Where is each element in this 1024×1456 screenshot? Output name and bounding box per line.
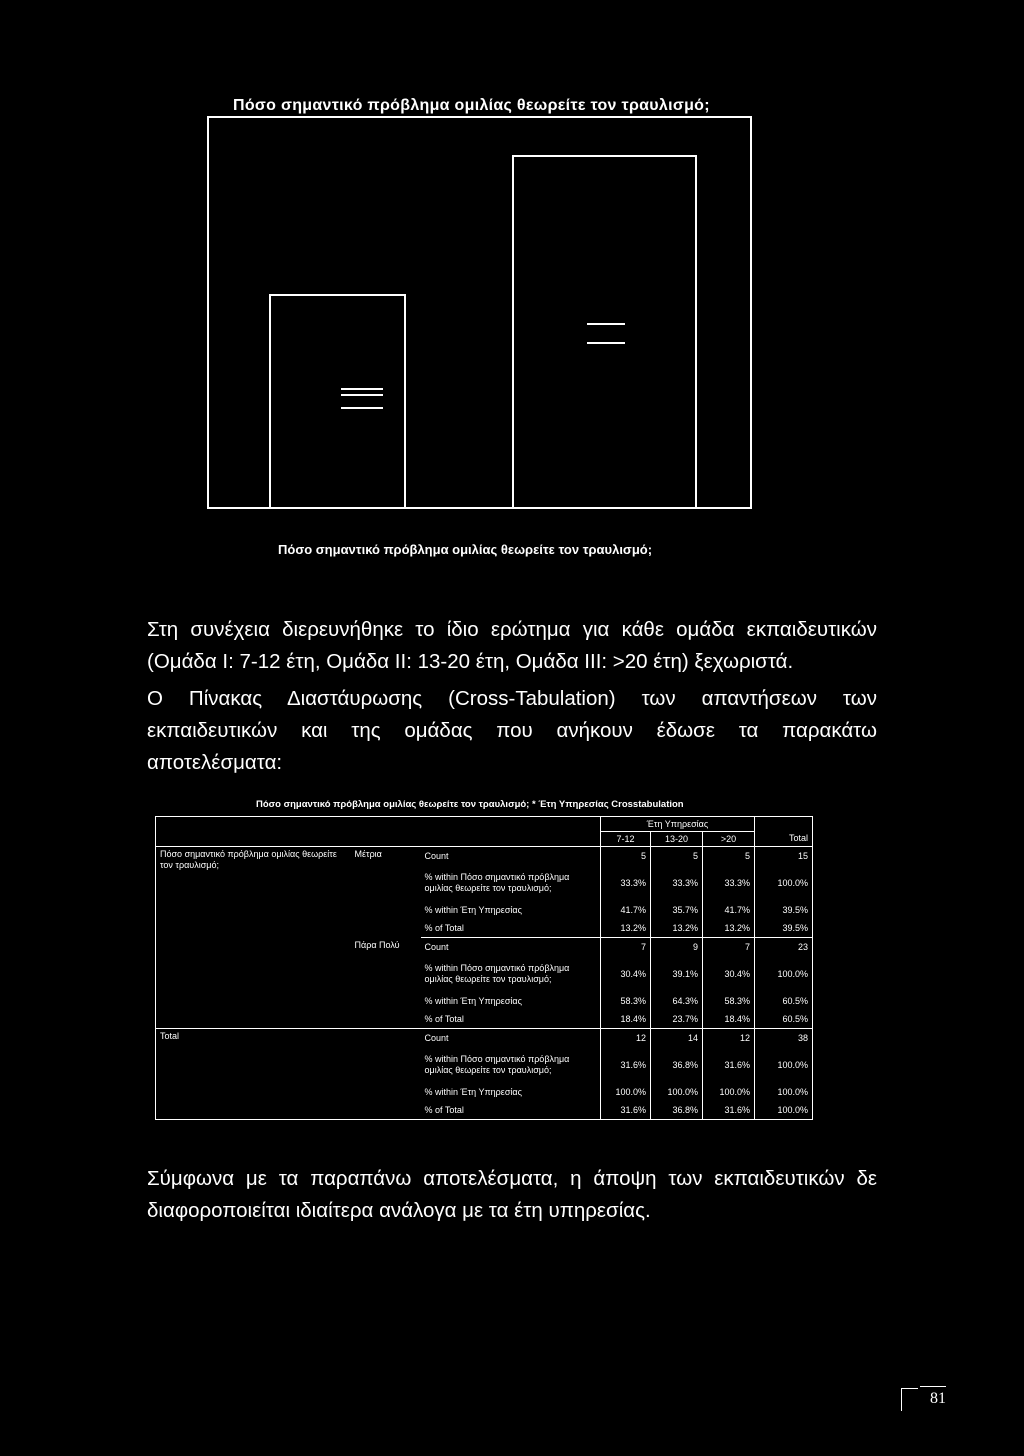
row-variable-label: Πόσο σημαντικό πρόβλημα ομιλίας θεωρείτε τον τραυλισμό; (156, 847, 351, 1029)
paragraph-line: Ο Πίνακας Διαστάυρωσης (Cross-Tabulation) των απαντήσεων των (147, 687, 877, 710)
cell-value: 100.0% (703, 1083, 755, 1101)
cell-value: 33.3% (703, 865, 755, 901)
cell-value: 30.4% (703, 956, 755, 992)
bar-very-much (512, 155, 697, 508)
cell-value: 31.6% (703, 1101, 755, 1120)
cell-value: 23.7% (651, 1010, 703, 1029)
cell-value: 38 (755, 1029, 813, 1048)
cell-value: 13.2% (651, 919, 703, 938)
stat-label: % within Έτη Υπηρεσίας (424, 904, 522, 915)
cell-value: 7 (703, 938, 755, 957)
stat-label: % within Πόσο σημαντικό πρόβλημα ομιλίας θεωρείτε τον τραυλισμό; (424, 963, 570, 984)
stat-label: Count (421, 1029, 601, 1048)
cell-value: 5 (601, 847, 651, 866)
category-label: Πάρα Πολύ (354, 939, 400, 950)
cell-value: 35.7% (651, 901, 703, 919)
cell-value: 39.1% (651, 956, 703, 992)
category-label: Μέτρια (354, 849, 382, 859)
cell-value: 5 (651, 847, 703, 866)
cell-value: 100.0% (755, 865, 813, 901)
cell-value: 31.6% (703, 1047, 755, 1083)
cell-value: 23 (755, 938, 813, 957)
column-header-total: Total (755, 832, 813, 847)
group-header: Έτη Υπηρεσίας (601, 817, 755, 832)
page-number-bracket (901, 1388, 918, 1411)
paragraph-line: εκπαιδευτικών και της ομάδας που ανήκουν έδωσε τα παρακάτω (147, 719, 877, 742)
cell-value: 100.0% (601, 1083, 651, 1101)
cell-value: 100.0% (651, 1083, 703, 1101)
stat-label: % within Πόσο σημαντικό πρόβλημα ομιλίας θεωρείτε τον τραυλισμό; (424, 872, 570, 893)
cell-value: 15 (755, 847, 813, 866)
cell-value: 58.3% (601, 992, 651, 1010)
cell-value: 30.4% (601, 956, 651, 992)
cell-value: 100.0% (755, 956, 813, 992)
cell-value: 14 (651, 1029, 703, 1048)
column-header: >20 (703, 832, 755, 847)
stat-label: % of Total (421, 919, 601, 938)
bar-label-mark (587, 323, 625, 325)
crosstab-table (155, 816, 813, 1120)
stat-label: Count (424, 850, 449, 861)
cell-value: 31.6% (601, 1047, 651, 1083)
cell-value: 31.6% (601, 1101, 651, 1120)
cell-value: 39.5% (755, 901, 813, 919)
bar-label-mark (341, 394, 383, 396)
cell-value: 12 (601, 1029, 651, 1048)
cell-value: 60.5% (755, 1010, 813, 1029)
cell-value: 64.3% (651, 992, 703, 1010)
cell-value: 9 (651, 938, 703, 957)
bar-label-mark (341, 407, 383, 409)
stat-label: % of Total (421, 1101, 601, 1120)
cell-value: 41.7% (703, 901, 755, 919)
x-axis-line (207, 507, 752, 509)
paragraph-line: Στη συνέχεια διερευνήθηκε το ίδιο ερώτημα για κάθε ομάδα εκπαιδευτικών (147, 618, 877, 641)
cell-value: 100.0% (755, 1101, 813, 1120)
cell-value: 33.3% (601, 865, 651, 901)
cell-value: 36.8% (651, 1101, 703, 1120)
cell-value: 18.4% (703, 1010, 755, 1029)
cell-value: 39.5% (755, 919, 813, 938)
bar-medium (269, 294, 406, 508)
cell-value: 13.2% (601, 919, 651, 938)
stat-label: % within Έτη Υπηρεσίας (424, 1086, 522, 1097)
cell-value: 18.4% (601, 1010, 651, 1029)
column-header: 13-20 (651, 832, 703, 847)
cell-value: 7 (601, 938, 651, 957)
cell-value: 100.0% (755, 1047, 813, 1083)
bar-label-mark (341, 388, 383, 390)
cell-value: 33.3% (651, 865, 703, 901)
paragraph-line: διαφοροποιείται ιδιαίτερα ανάλογα με τα έτη υπηρεσίας. (147, 1199, 651, 1222)
total-label: Total (156, 1029, 421, 1120)
cell-value: 58.3% (703, 992, 755, 1010)
stat-label: % within Έτη Υπηρεσίας (424, 995, 522, 1006)
cell-value: 5 (703, 847, 755, 866)
chart-plot-area (207, 116, 752, 508)
stat-label: % of Total (421, 1010, 601, 1029)
cell-value: 100.0% (755, 1083, 813, 1101)
paragraph-line: Σύμφωνα με τα παραπάνω αποτελέσματα, η άποψη των εκπαιδευτικών δε (147, 1167, 877, 1190)
cell-value: 36.8% (651, 1047, 703, 1083)
table-title: Πόσο σημαντικό πρόβλημα ομιλίας θεωρείτε τον τραυλισμό; * Έτη Υπηρεσίας Crosstabulation (256, 799, 684, 810)
cell-value: 13.2% (703, 919, 755, 938)
column-header: 7-12 (601, 832, 651, 847)
x-axis-title: Πόσο σημαντικό πρόβλημα ομιλίας θεωρείτε τον τραυλισμό; (278, 542, 653, 557)
page-number: 81 (930, 1390, 946, 1407)
cell-value: 41.7% (601, 901, 651, 919)
bar-label-mark (587, 342, 625, 344)
paragraph-line: αποτελέσματα: (147, 751, 283, 774)
page-number-mark (920, 1386, 946, 1387)
cell-value: 12 (703, 1029, 755, 1048)
paragraph-line: (Ομάδα Ι: 7-12 έτη, Ομάδα ΙΙ: 13-20 έτη, Ομάδα ΙΙΙ: >20 έτη) ξεχωριστά. (147, 650, 794, 673)
stat-label: % within Πόσο σημαντικό πρόβλημα ομιλίας θεωρείτε τον τραυλισμό; (424, 1054, 570, 1075)
stat-label: Count (424, 941, 449, 952)
chart-title: Πόσο σημαντικό πρόβλημα ομιλίας θεωρείτε τον τραυλισμό; (233, 97, 710, 114)
cell-value: 60.5% (755, 992, 813, 1010)
